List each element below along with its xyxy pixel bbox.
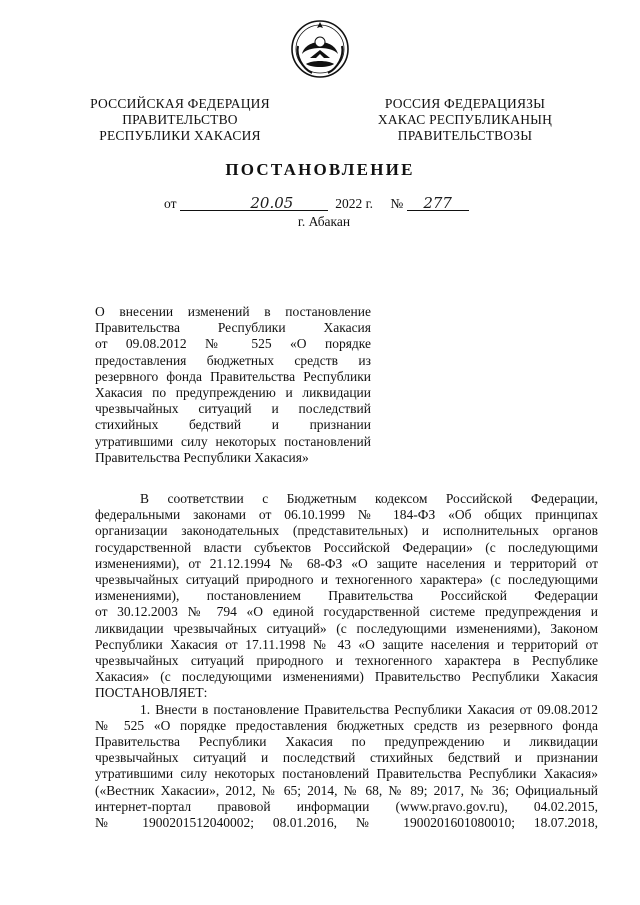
body-line: В соответствии с Бюджетным кодексом Российской Федерации, [140,491,598,506]
header-left-line: РОССИЙСКАЯ ФЕДЕРАЦИЯ [90,96,270,111]
header-right-line: ПРАВИТЕЛЬСТВОЗЫ [397,128,533,143]
body-line: ликвидации чрезвычайных ситуаций» (с последующими изменениями), Законом [95,620,598,636]
date-year: 2022 г. [335,196,373,211]
subject-line: О внесении изменений в постановление [95,304,371,319]
body-line: ПОСТАНОВЛЯЕТ: [95,685,208,701]
date-prefix: от [164,196,177,211]
body-line: чрезвычайных ситуаций природного и техногенного характера в Республике [95,653,598,669]
header-left [60,96,300,144]
header-right-line: ХАКАС РЕСПУБЛИКАНЫҢ [377,112,553,127]
handwritten-number: 277 [423,194,452,212]
subject-line: Правительства Республики Хакасия» [95,449,309,465]
body-line: государственной власти субъектов Российской Федерации» (с последующими [95,539,598,555]
body-line: № 525 «О порядке предоставления бюджетных средств из резервного фонда [95,717,598,733]
body-line: от 30.12.2003 № 794 «О единой государственной системе предупреждения и [95,604,598,620]
document-title: ПОСТАНОВЛЕНИЕ [225,160,415,179]
city-name: г. Абакан [297,214,351,229]
body-line: чрезвычайных ситуаций природного и техногенного характера» (с последующими [95,572,598,588]
body-line: интернет-портал правовой информации (www.pravo.gov.ru), 04.02.2015, [95,798,598,814]
body-line: чрезвычайных ситуаций и последствий стихийных бедствий и признании [95,750,598,766]
number-blank [407,194,469,211]
header-right-line: РОССИЯ ФЕДЕРАЦИЯЗЫ [384,96,546,111]
body-line: Правительства Республики Хакасия по предупреждению и ликвидации [95,734,598,750]
date-blank [180,194,328,211]
subject-line: предоставления бюджетных средств из [95,352,371,368]
subject-line: от 09.08.2012 № 525 «О порядке [95,336,371,352]
subject-line: Хакасия по предупреждению и ликвидации [95,385,371,401]
header-left-line: ПРАВИТЕЛЬСТВО [122,112,238,127]
subject-line: стихийных бедствий и признании [95,417,371,433]
subject-line: утратившими силу некоторых постановлений [95,433,371,449]
subject-line: чрезвычайных ситуаций и последствий [95,401,371,417]
body-line: утратившими силу некоторых постановлений Правительства Республики Хакасия» [95,766,598,782]
body-text [95,491,598,831]
header-right [345,96,585,144]
body-line: № 1900201512040002; 08.01.2016, № 1900201601080010; 18.07.2018, [95,815,598,831]
coat-of-arms-emblem [288,16,352,80]
handwritten-date: 20.05 [250,194,294,212]
body-line: 1. Внести в постановление Правительства Республики Хакасия от 09.08.2012 [140,701,598,717]
body-line: федеральными законами от 06.10.1999 № 184-ФЗ «Об общих принципах [95,507,598,523]
number-sign: № [390,196,404,211]
body-line: изменениями), от 21.12.1994 № 68-ФЗ «О защите населения и территорий от [95,555,598,571]
date-line [164,194,469,212]
body-line: («Вестник Хакасии», 2012, № 65; 2014, № 68, № 89; 2017, № 36; Официальный [95,782,598,798]
body-line: организации законодательных (представительных) и исполнительных органов [95,523,598,539]
header-left-line: РЕСПУБЛИКИ ХАКАСИЯ [99,128,261,143]
body-line: изменениями), постановлением Правительства Российской Федерации [95,588,598,604]
body-line: Республики Хакасия от 17.11.1998 № 43 «О защите населения и территорий от [95,636,598,652]
subject-line: Правительства Республики Хакасия [95,320,371,336]
subject-block [95,304,371,466]
body-line: Хакасия» (с последующими изменениями) Правительство Республики Хакасия [95,669,598,685]
subject-line: резервного фонда Правительства Республики [95,368,371,384]
